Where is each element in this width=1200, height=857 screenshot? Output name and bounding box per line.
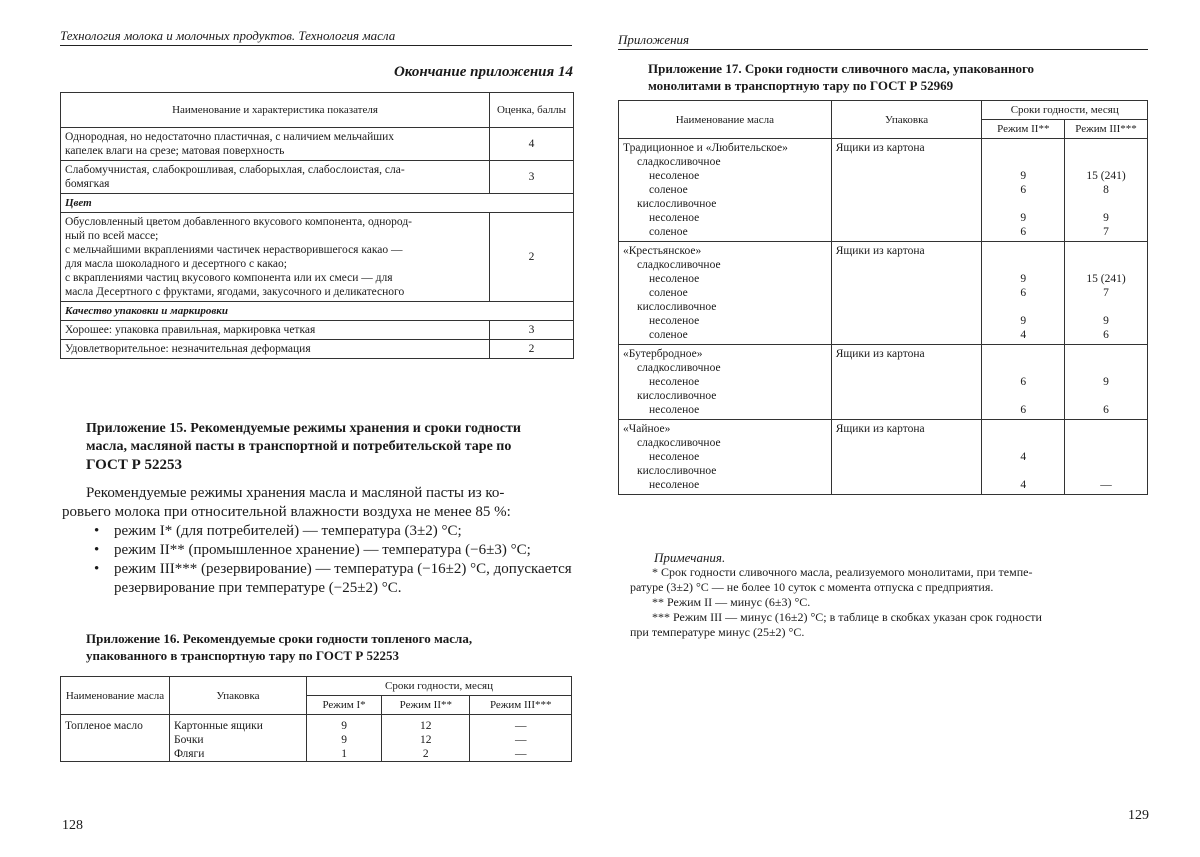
value-line: 4: [1020, 329, 1027, 341]
score-cell: 3: [490, 321, 574, 340]
running-head-right: Приложения: [618, 32, 1148, 50]
appendix-17-notes: [630, 550, 1150, 640]
table-row: [619, 345, 1148, 420]
value-line: [1069, 141, 1143, 155]
indicator-line: с вкраплениями частиц вкусового компонента или их смеси — для: [65, 272, 393, 284]
value-line: 15 (241): [1086, 170, 1126, 182]
value-line: [986, 464, 1060, 478]
product-line: соленое: [649, 226, 688, 238]
mode-3-cell: [1065, 345, 1148, 420]
appendix-15-body: [62, 484, 574, 598]
indicator-cell: [61, 161, 490, 194]
product-line: кислосливочное: [637, 390, 717, 402]
product-line: «Чайное»: [623, 423, 671, 435]
indicator-line: бомягкая: [65, 178, 110, 190]
product-line: «Крестьянское»: [623, 245, 702, 257]
value-line: [1069, 450, 1143, 464]
table-header-indicator: Наименование и характеристика показателя: [61, 93, 490, 128]
pack-cell: Ящики из картона: [831, 420, 982, 495]
table-row: [61, 213, 574, 302]
value-line: [986, 155, 1060, 169]
appendix-16-table: [60, 676, 572, 762]
table-row: [61, 715, 572, 734]
value-line: 6: [1020, 226, 1027, 238]
page-number-left: 128: [62, 818, 83, 833]
mode-2-cell: [982, 345, 1065, 420]
appendix-17-title: Приложение 17. Сроки годности сливочного масла, упакованного монолитами в транспортную тару по ГОСТ Р 52969: [648, 61, 1035, 93]
running-head-left: Технология молока и молочных продуктов. Технология масла: [60, 28, 572, 46]
indicator-cell: [61, 128, 490, 161]
list-item: • режим I* (для потребителей) — температура (3±2) °C;: [104, 522, 574, 541]
value-cell: 9: [307, 715, 382, 734]
indicator-line: капелек влаги на срезе; матовая поверхность: [65, 145, 285, 157]
pack-cell: Картонные ящики: [170, 715, 307, 734]
table-header-mode-2: Режим II**: [982, 120, 1065, 139]
product-line: кислосливочное: [637, 301, 717, 313]
product-line: сладкосливочное: [637, 259, 721, 271]
list-item: • режим III*** (резервирование) — температура (−16±2) °C, допускается резервирование при температуре (−25±2) °C.: [104, 560, 574, 598]
mode-2-cell: [982, 242, 1065, 345]
value-line: [986, 436, 1060, 450]
section-label: Качество упаковки и маркировки: [61, 302, 574, 321]
table-row: [619, 139, 1148, 242]
note-line: ** Режим II — минус (6±3) °C.: [652, 595, 811, 609]
appendix-16-title: Приложение 16. Рекомендуемые сроки годности топленого масла, упакованного в транспортную тару по ГОСТ Р 52253: [86, 631, 473, 663]
value-line: [1069, 197, 1143, 211]
indicator-line: Удовлетворительное: незначительная деформация: [65, 343, 311, 355]
product-line: сладкосливочное: [637, 156, 721, 168]
appendix-15-title-gost: ГОСТ Р 52253: [86, 457, 183, 473]
mode-3-cell: [1065, 420, 1148, 495]
table-row: [61, 321, 574, 340]
value-line: [1069, 258, 1143, 272]
section-label: Цвет: [61, 194, 574, 213]
score-cell: 2: [490, 213, 574, 302]
value-line: [986, 300, 1060, 314]
value-line: 9: [1020, 170, 1027, 182]
value-line: [986, 389, 1060, 403]
list-item: • режим II** (промышленное хранение) — температура (−6±3) °C;: [104, 541, 574, 560]
indicator-line: Хорошее: упаковка правильная, маркировка четкая: [65, 324, 316, 336]
value-cell: 12: [382, 733, 470, 747]
value-line: [1069, 436, 1143, 450]
indicator-line: Обусловленный цветом добавленного вкусового компонента, однород-: [65, 216, 413, 228]
table-header-mode-2: Режим II**: [382, 696, 470, 715]
product-line: соленое: [649, 287, 688, 299]
value-line: 6: [1020, 404, 1027, 416]
table-header-mode-3: Режим III***: [1065, 120, 1148, 139]
product-line: несоленое: [649, 451, 700, 463]
note-line: ратуре (3±2) °C — не более 10 суток с момента отпуска с предприятия.: [630, 580, 994, 594]
table-header-score: Оценка, баллы: [490, 93, 574, 128]
value-line: [1069, 155, 1143, 169]
product-cell: [619, 139, 832, 242]
product-line: Традиционное и «Любительское»: [623, 142, 788, 154]
product-line: сладкосливочное: [637, 437, 721, 449]
product-cell: [619, 345, 832, 420]
value-cell: 2: [382, 747, 470, 762]
value-line: [1069, 347, 1143, 361]
value-line: 9: [1103, 212, 1109, 224]
appendix-14-table: [60, 92, 574, 359]
value-line: 9: [1020, 315, 1027, 327]
table-header-name: Наименование масла: [61, 677, 170, 715]
value-line: [986, 197, 1060, 211]
mode-2-cell: [982, 139, 1065, 242]
product-line: сладкосливочное: [637, 362, 721, 374]
note-line: *** Режим III — минус (16±2) °C; в таблице в скобках указан срок годности: [652, 610, 1042, 624]
table-row: [61, 340, 574, 359]
appendix-15-title-line: Приложение 15. Рекомендуемые режимы хранения и сроки годности: [86, 421, 521, 436]
indicator-line: ный по всей массе;: [65, 230, 159, 242]
value-line: 6: [1020, 376, 1027, 388]
table-header-pack: Упаковка: [831, 101, 982, 139]
product-line: несоленое: [649, 404, 700, 416]
product-line: соленое: [649, 329, 688, 341]
value-line: [1069, 244, 1143, 258]
value-line: 6: [1103, 404, 1109, 416]
product-line: несоленое: [649, 273, 700, 285]
value-line: 9: [1103, 376, 1109, 388]
value-line: 15 (241): [1086, 273, 1126, 285]
product-line: кислосливочное: [637, 465, 717, 477]
indicator-cell: [61, 321, 490, 340]
table-header-name: Наименование масла: [619, 101, 832, 139]
value-line: [1069, 361, 1143, 375]
mode-3-cell: [1065, 242, 1148, 345]
pack-cell: Фляги: [170, 747, 307, 762]
value-line: 9: [1020, 273, 1027, 285]
value-line: [1069, 300, 1143, 314]
appendix-15-title-line: масла, масляной пасты в транспортной и потребительской таре по: [86, 439, 512, 454]
product-line: соленое: [649, 184, 688, 196]
value-cell: 9: [307, 733, 382, 747]
mode-2-cell: [982, 420, 1065, 495]
value-line: [986, 347, 1060, 361]
note-line: при температуре минус (25±2) °C.: [630, 625, 805, 639]
value-line: [1069, 464, 1143, 478]
appendix-14-ending-label: Окончание приложения 14: [393, 64, 573, 80]
indicator-line: Однородная, но недостаточно пластичная, с наличием мельчайших: [65, 131, 395, 143]
pack-cell: Бочки: [170, 733, 307, 747]
table-section-row: [61, 194, 574, 213]
value-line: [986, 361, 1060, 375]
product-line: несоленое: [649, 315, 700, 327]
value-line: [1069, 422, 1143, 436]
value-line: 6: [1103, 329, 1109, 341]
value-cell: 1: [307, 747, 382, 762]
table-section-row: [61, 302, 574, 321]
storage-modes-list: [86, 522, 574, 598]
page-number-right: 129: [1128, 808, 1149, 823]
product-cell: [619, 420, 832, 495]
value-line: 4: [1020, 479, 1027, 491]
product-line: несоленое: [649, 212, 700, 224]
table-row: [619, 242, 1148, 345]
table-header-terms: Сроки годности, месяц: [307, 677, 572, 696]
indicator-line: для масла шоколадного и десертного с какао;: [65, 258, 287, 270]
product-line: «Бутербродное»: [623, 348, 703, 360]
product-line: несоленое: [649, 479, 700, 491]
score-cell: 4: [490, 128, 574, 161]
value-line: 7: [1103, 226, 1109, 238]
value-line: 4: [1020, 451, 1027, 463]
value-line: 6: [1020, 287, 1027, 299]
table-header-mode-1: Режим I*: [307, 696, 382, 715]
notes-heading: Примечания.: [654, 550, 726, 565]
table-header-mode-3: Режим III***: [470, 696, 572, 715]
indicator-line: масла Десертного с фруктами, ягодами, закусочного и деликатесного: [65, 286, 405, 298]
indicator-cell: [61, 213, 490, 302]
value-cell: 12: [382, 715, 470, 734]
value-line: [986, 422, 1060, 436]
value-line: 9: [1103, 315, 1109, 327]
appendix-15-title: [86, 420, 576, 474]
appendix-15-intro: Рекомендуемые режимы хранения масла и масляной пасты из ко- ровьего молока при относительной влажности воздуха не менее 85 %:: [62, 485, 511, 520]
value-line: 7: [1103, 287, 1109, 299]
pack-cell: Ящики из картона: [831, 242, 982, 345]
indicator-line: с мельчайшими вкраплениями частичек нерастворившегося какао —: [65, 244, 403, 256]
product-cell: [619, 242, 832, 345]
score-cell: 2: [490, 340, 574, 359]
indicator-line: Слабомучнистая, слабокрошливая, слаборыхлая, слабослоистая, сла-: [65, 164, 405, 176]
indicator-cell: [61, 340, 490, 359]
value-line: 9: [1020, 212, 1027, 224]
product-name: Топленое масло: [61, 715, 170, 762]
value-cell: —: [470, 733, 572, 747]
value-cell: —: [470, 747, 572, 762]
appendix-17-table: [618, 100, 1148, 495]
table-row: [619, 420, 1148, 495]
product-line: несоленое: [649, 376, 700, 388]
value-line: 6: [1020, 184, 1027, 196]
score-cell: 3: [490, 161, 574, 194]
right-page: [600, 0, 1200, 857]
product-line: несоленое: [649, 170, 700, 182]
value-line: —: [1100, 479, 1112, 491]
note-line: * Срок годности сливочного масла, реализуемого монолитами, при темпе-: [652, 565, 1033, 579]
value-cell: —: [470, 715, 572, 734]
value-line: [986, 258, 1060, 272]
pack-cell: Ящики из картона: [831, 345, 982, 420]
table-header-terms: Сроки годности, месяц: [982, 101, 1148, 120]
value-line: [986, 141, 1060, 155]
table-row: [61, 161, 574, 194]
value-line: 8: [1103, 184, 1109, 196]
mode-3-cell: [1065, 139, 1148, 242]
pack-cell: Ящики из картона: [831, 139, 982, 242]
table-header-pack: Упаковка: [170, 677, 307, 715]
product-line: кислосливочное: [637, 198, 717, 210]
table-row: [61, 128, 574, 161]
value-line: [986, 244, 1060, 258]
value-line: [1069, 389, 1143, 403]
